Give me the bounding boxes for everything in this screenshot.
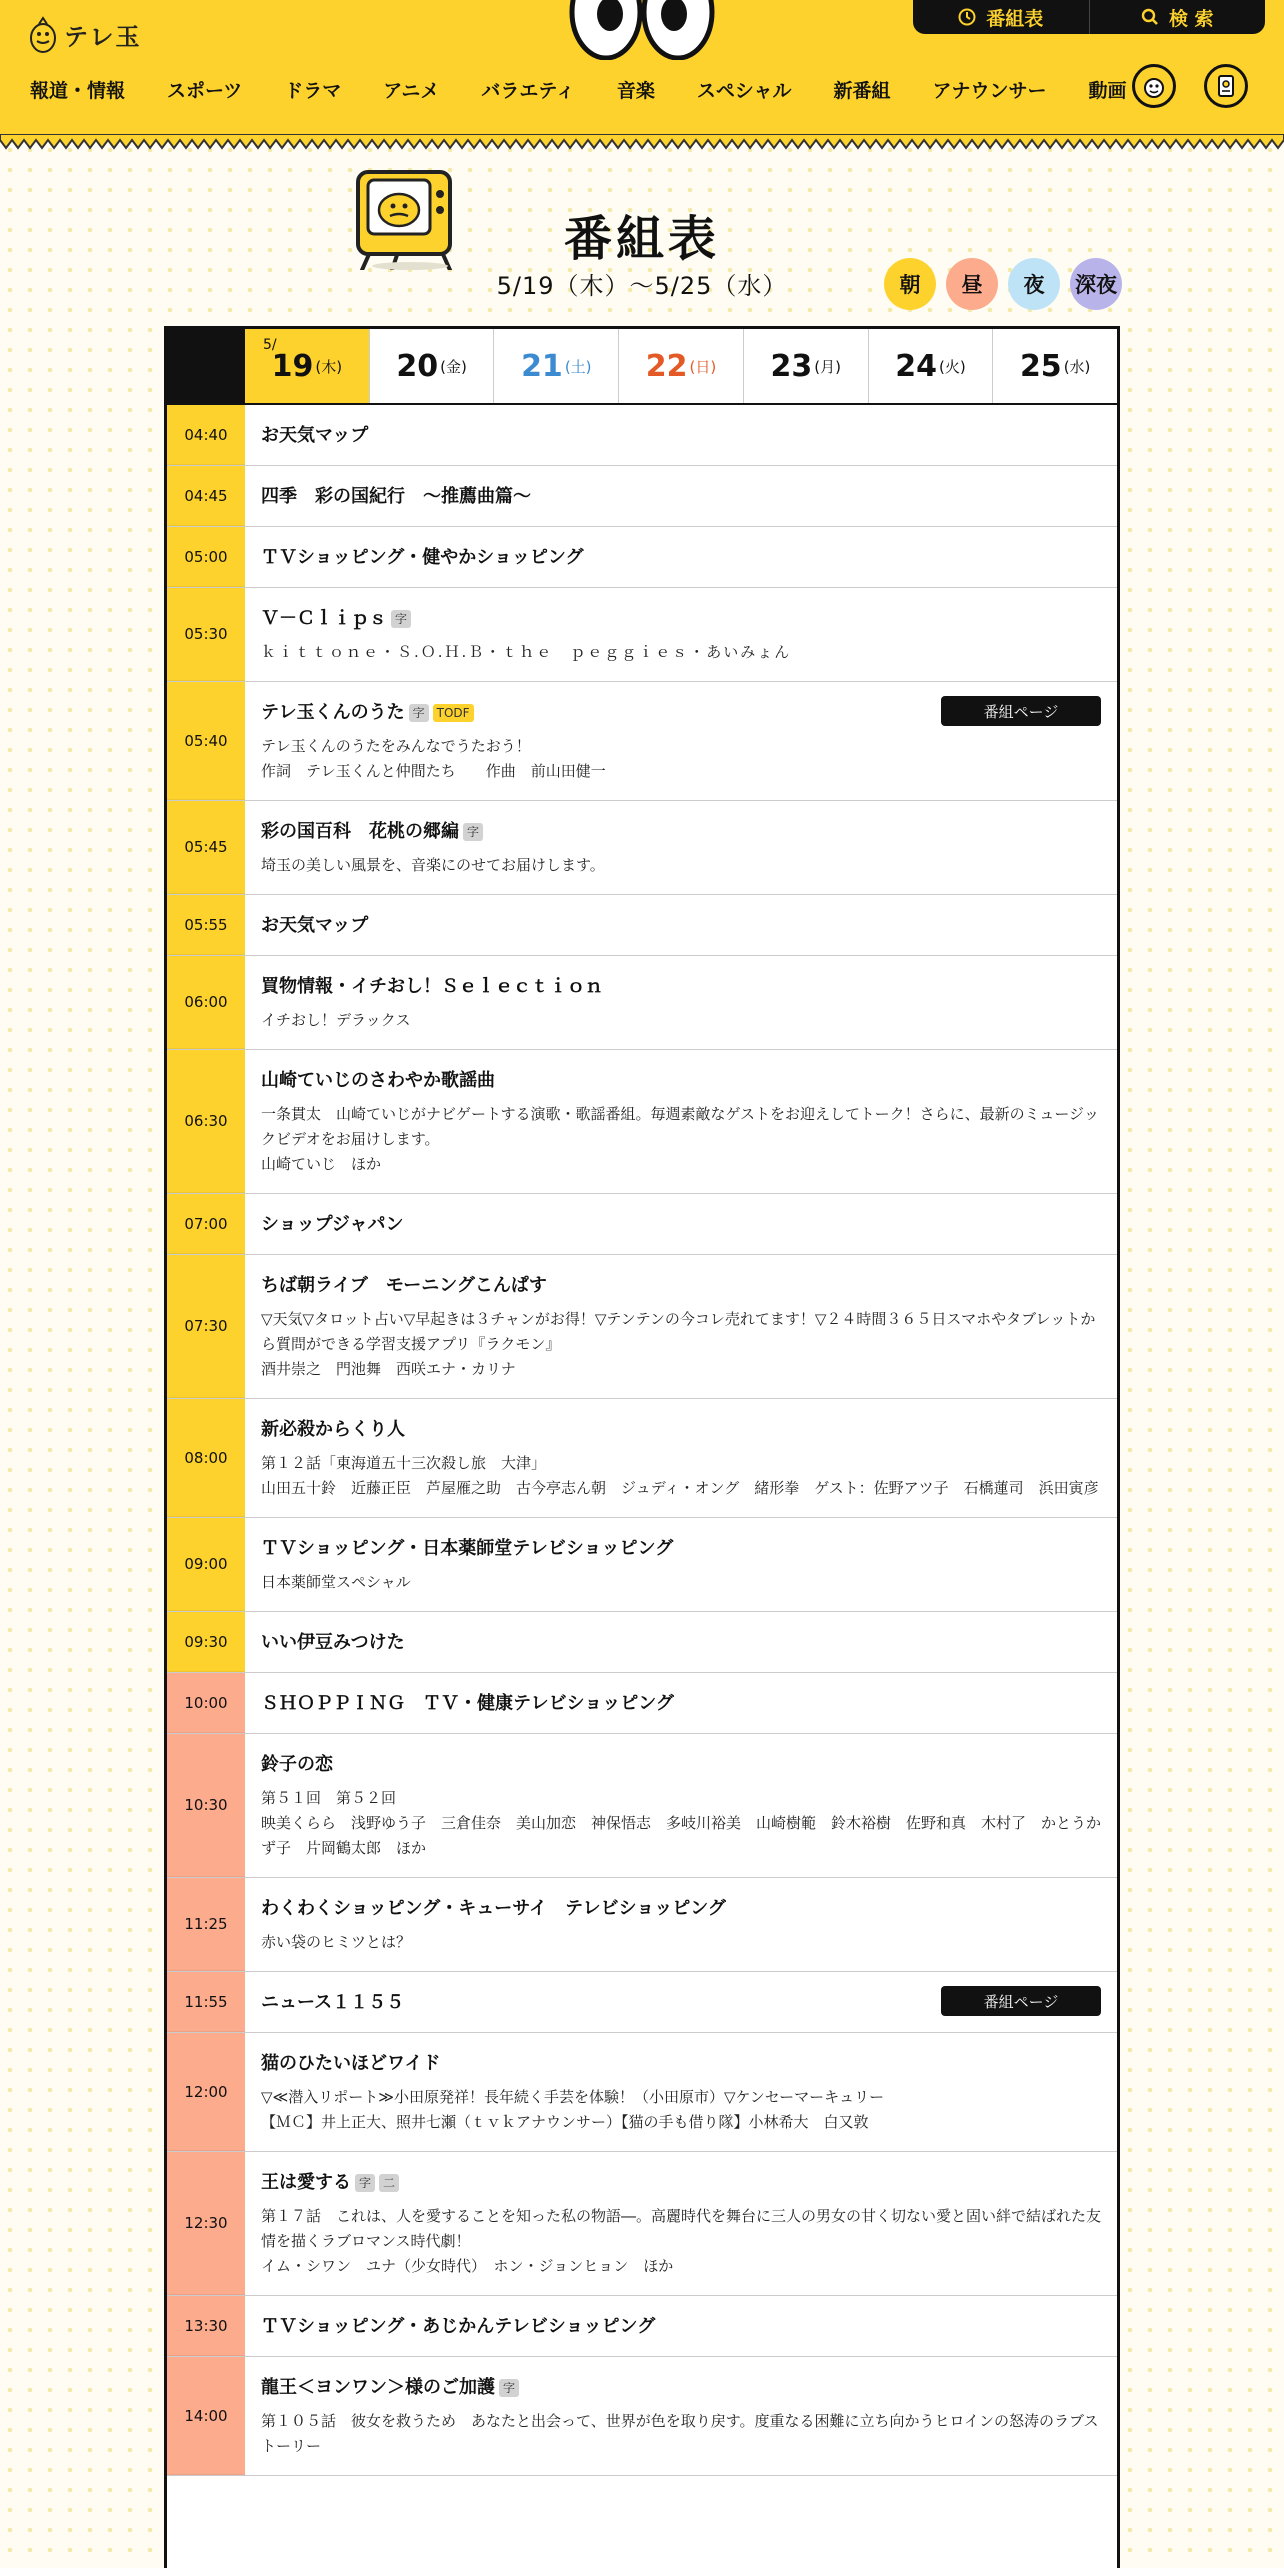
day-tab-date: 20 [396, 348, 439, 384]
time-of-day-filters [884, 258, 1122, 310]
program-row[interactable] [167, 2152, 1117, 2296]
program-start-time: 11:55 [167, 1972, 245, 2032]
nav-item-video[interactable]: 動画 [1088, 80, 1127, 102]
program-title[interactable]: 鈴子の恋 [261, 1754, 333, 1775]
program-start-time: 06:30 [167, 1050, 245, 1193]
nav-item-new-programs[interactable]: 新番組 [833, 80, 891, 102]
program-title-line [261, 1752, 1101, 1778]
header-zigzag-edge [0, 134, 1284, 150]
program-title-line [261, 2375, 1101, 2401]
program-start-time: 05:55 [167, 895, 245, 955]
program-title[interactable]: 王は愛する [261, 2172, 351, 2193]
search-icon [1141, 8, 1159, 26]
program-cell [245, 1972, 1117, 2032]
program-badge: TODF [433, 704, 474, 722]
program-start-time: 09:30 [167, 1612, 245, 1672]
program-cell [245, 1255, 1117, 1398]
program-title[interactable]: ニュース１１５５ [261, 1992, 405, 2013]
program-title-line [261, 974, 1101, 1000]
program-start-time: 05:40 [167, 682, 245, 800]
program-cell [245, 801, 1117, 894]
day-tab-date: 21 [521, 348, 563, 384]
day-tab[interactable] [493, 329, 618, 403]
program-cell [245, 956, 1117, 1049]
program-start-time: 10:30 [167, 1734, 245, 1877]
day-tab[interactable] [618, 329, 743, 403]
program-badge: 字 [499, 2379, 519, 2397]
program-title-line [261, 2314, 1101, 2340]
nav-icon-links [1132, 64, 1248, 108]
members-link[interactable] [1204, 64, 1248, 108]
filter-daytime-button[interactable]: 昼 [946, 258, 998, 310]
program-description: テレ玉くんのうたをみんなでうたおう！ 作詞 テレ玉くんと仲間たち 作曲 前山田健一 [261, 737, 606, 780]
program-description: 赤い袋のヒミツとは？ [261, 1933, 412, 1951]
program-row[interactable] [167, 1673, 1117, 1734]
program-row[interactable] [167, 527, 1117, 588]
nav-item-music[interactable]: 音楽 [616, 80, 655, 102]
program-title[interactable]: お天気マップ [261, 915, 369, 936]
nav-item-news[interactable]: 報道・情報 [30, 80, 126, 102]
program-title[interactable]: Ｖ－Ｃｌｉｐｓ [261, 608, 387, 629]
program-title-line [261, 819, 1101, 845]
day-tab[interactable] [743, 329, 868, 403]
nav-item-announcer[interactable]: アナウンサー [932, 80, 1047, 102]
program-cell [245, 1194, 1117, 1254]
program-cell [245, 1612, 1117, 1672]
day-tab-weekday: (水) [1063, 357, 1091, 376]
program-title-line [261, 1212, 1101, 1238]
filter-late-night-button[interactable]: 深夜 [1070, 258, 1122, 310]
program-title[interactable]: いい伊豆みつけた [261, 1632, 405, 1653]
program-start-time: 07:30 [167, 1255, 245, 1398]
site-header [0, 0, 1284, 140]
program-list [167, 405, 1117, 2476]
program-description: 一条貫太 山崎ていじがナビゲートする演歌・歌謡番組。毎週素敵なゲストをお迎えしてトーク！さらに、最新のミュージックビデオをお届けします。 山崎ていじ ほか [261, 1105, 1100, 1173]
program-title-line [261, 2170, 1101, 2196]
day-tab[interactable] [868, 329, 993, 403]
program-row[interactable] [167, 956, 1117, 1050]
filter-morning-button[interactable]: 朝 [884, 258, 936, 310]
day-tab-weekday: (土) [564, 357, 592, 376]
program-title-line [261, 1630, 1101, 1656]
program-title[interactable]: ＴＶショッピング・健やかショッピング [261, 547, 584, 568]
program-cell [245, 2033, 1117, 2151]
clock-icon [958, 8, 976, 26]
program-description: 埼玉の美しい風景を、音楽にのせてお届けします。 [261, 856, 605, 874]
program-cell [245, 1673, 1117, 1733]
program-row[interactable] [167, 1518, 1117, 1612]
program-guide-button[interactable] [913, 0, 1089, 34]
program-schedule [164, 326, 1120, 2568]
program-description: 第１７話 これは、人を愛することを知った私の物語―。高麗時代を舞台に三人の男女の甘く切ない愛と固い絆で結ばれた友情を描くラブロマンス時代劇！ イム・シワン ユナ（少女時代） ホン・ジョンヒョン ほか [261, 2207, 1102, 2275]
program-title-line [261, 1068, 1101, 1094]
program-row[interactable] [167, 682, 1117, 801]
program-title-line [261, 423, 1101, 449]
program-description: ▽天気▽タロット占い▽早起きは３チャンがお得！▽テンテンの今コレ売れてます！▽２４時間３６５日スマホやタブレットから質問ができる学習支援アプリ『ラクモン』 酒井崇之 門池舞 西咲エナ・カリナ [261, 1310, 1096, 1378]
program-cell [245, 405, 1117, 465]
program-start-time: 08:00 [167, 1399, 245, 1517]
program-start-time: 13:30 [167, 2296, 245, 2356]
program-description: ▽≪潜入リポート≫小田原発祥！長年続く手芸を体験！（小田原市）▽ケンセーマーキュリー 【ＭＣ】井上正大、照井七瀬（ｔｖｋアナウンサー）【猫の手も借り隊】小林希大 白又敦 [261, 2088, 885, 2131]
program-start-time: 07:00 [167, 1194, 245, 1254]
program-cell [245, 588, 1117, 681]
day-tab-date: 23 [770, 348, 813, 384]
program-cell [245, 895, 1117, 955]
day-tab-date: 25 [1019, 348, 1062, 384]
day-tab-month: 5/ [263, 337, 277, 353]
filter-evening-button[interactable]: 夜 [1008, 258, 1060, 310]
program-title[interactable]: 新必殺からくり人 [261, 1419, 405, 1440]
program-title[interactable]: ちば朝ライブ モーニングこんぱす [261, 1275, 547, 1296]
program-page-button[interactable]: 番組ページ [941, 1986, 1101, 2016]
program-cell [245, 1399, 1117, 1517]
program-description: ｋｉｔｔｏｎｅ・Ｓ.Ｏ.Ｈ.Ｂ・ｔｈｅ ｐｅｇｇｉｅｓ・あいみょん [261, 643, 792, 661]
program-start-time: 06:00 [167, 956, 245, 1049]
program-cell [245, 466, 1117, 526]
program-title-line [261, 2051, 1101, 2077]
program-cell [245, 1878, 1117, 1971]
nav-item-special[interactable]: スペシャル [696, 80, 792, 102]
program-title[interactable]: わくわくショッピング・キューサイ テレビショッピング [261, 1898, 726, 1919]
program-badge: 字 [391, 610, 411, 628]
program-title[interactable]: お天気マップ [261, 425, 369, 446]
program-title-line [261, 545, 1101, 571]
mascot-eyes-icon [566, 0, 718, 60]
program-title-line [261, 1417, 1101, 1443]
program-row[interactable] [167, 1734, 1117, 1878]
members-card-icon [1212, 72, 1240, 100]
program-start-time: 04:40 [167, 405, 245, 465]
program-start-time: 12:30 [167, 2152, 245, 2295]
nav-item-variety[interactable]: バラエティ [481, 80, 575, 102]
day-tab-date: 22 [645, 348, 688, 384]
program-cell [245, 2152, 1117, 2295]
program-row[interactable] [167, 2296, 1117, 2357]
program-start-time: 12:00 [167, 2033, 245, 2151]
program-title[interactable]: テレ玉くんのうた [261, 702, 405, 723]
page-title: 番組表 [563, 211, 720, 267]
program-title-line [261, 1896, 1101, 1922]
program-row[interactable] [167, 1050, 1117, 1194]
program-title[interactable]: 買物情報・イチおし！Ｓｅｌｅｃｔｉｏｎ [261, 976, 603, 997]
program-badge: 二 [379, 2174, 399, 2192]
program-row[interactable] [167, 2357, 1117, 2476]
program-title-line [261, 606, 1101, 632]
nav-item-anime[interactable]: アニメ [383, 80, 440, 102]
program-cell [245, 682, 1117, 800]
program-title[interactable]: ショップジャパン [261, 1214, 404, 1235]
day-tab-weekday: (月) [814, 357, 841, 376]
program-row[interactable] [167, 2033, 1117, 2152]
program-row[interactable] [167, 1194, 1117, 1255]
program-title-line [261, 913, 1101, 939]
program-start-time: 10:00 [167, 1673, 245, 1733]
program-description: イチおし！デラックス [261, 1011, 411, 1029]
logo-text: テレ玉 [64, 22, 142, 51]
program-title[interactable]: ＳＨＯＰＰＩＮＧ ＴＶ・健康テレビショッピング [261, 1693, 674, 1714]
program-row[interactable] [167, 588, 1117, 682]
program-description: 第１０５話 彼女を救うため あなたと出会って、世界が色を取り戻す。度重なる困難に立ち向かうヒロインの怒涛のラブストーリー [261, 2412, 1099, 2455]
program-row[interactable] [167, 466, 1117, 527]
day-tab[interactable] [992, 329, 1117, 403]
program-start-time: 11:25 [167, 1878, 245, 1971]
nav-item-sports[interactable]: スポーツ [167, 80, 243, 102]
program-row[interactable] [167, 1399, 1117, 1518]
program-title[interactable]: 山崎ていじのさわやか歌謡曲 [261, 1070, 495, 1091]
day-tab-weekday: (金) [440, 357, 467, 376]
program-start-time: 05:30 [167, 588, 245, 681]
program-title[interactable]: 彩の国百科 花桃の郷編 [261, 821, 459, 842]
main-nav [30, 76, 1127, 103]
day-tabs-corner [167, 329, 245, 403]
program-description: 日本薬師堂スペシャル [261, 1573, 411, 1591]
day-tab-weekday: (日) [689, 357, 717, 376]
program-title[interactable]: ＴＶショッピング・あじかんテレビショッピング [261, 2316, 656, 2337]
program-title-line [261, 1536, 1101, 1562]
tetamakun-icon [1140, 72, 1168, 100]
day-tab[interactable] [245, 329, 369, 403]
search-label: 検 索 [1168, 7, 1214, 30]
program-cell [245, 2357, 1117, 2475]
day-tab-weekday: (火) [938, 357, 966, 376]
program-row[interactable] [167, 1255, 1117, 1399]
program-row[interactable] [167, 1972, 1117, 2033]
program-title[interactable]: 猫のひたいほどワイド [261, 2053, 441, 2074]
program-cell [245, 1518, 1117, 1611]
program-title-line [261, 1691, 1101, 1717]
program-badge: 字 [355, 2174, 375, 2192]
program-title[interactable]: 四季 彩の国紀行 ～推薦曲篇～ [261, 486, 531, 507]
program-title-line [261, 1273, 1101, 1299]
day-tab-date: 19 [271, 348, 314, 384]
program-row[interactable] [167, 1878, 1117, 1972]
tetamakun-logo-icon [28, 14, 58, 54]
program-start-time: 05:00 [167, 527, 245, 587]
day-tab-weekday: (木) [315, 357, 343, 376]
day-tabs [167, 329, 1117, 405]
program-start-time: 04:45 [167, 466, 245, 526]
program-badge: 字 [409, 704, 429, 722]
site-logo[interactable] [28, 14, 142, 54]
program-row[interactable] [167, 801, 1117, 895]
program-description: 第５１回 第５２回 映美くらら 浅野ゆう子 三倉佳奈 美山加恋 神保悟志 多岐川裕美 山崎樹範 鈴木裕樹 佐野和真 木村了 かとうかず子 片岡鶴太郎 ほか [261, 1789, 1102, 1857]
program-guide-label: 番組表 [986, 7, 1044, 30]
program-row[interactable] [167, 895, 1117, 956]
program-title[interactable]: ＴＶショッピング・日本薬師堂テレビショッピング [261, 1538, 674, 1559]
day-tab[interactable] [369, 329, 494, 403]
program-cell [245, 2296, 1117, 2356]
program-start-time: 05:45 [167, 801, 245, 894]
program-title[interactable]: 龍王＜ヨンワン＞様のご加護 [261, 2377, 495, 2398]
day-tab-date: 24 [895, 348, 937, 384]
program-row[interactable] [167, 405, 1117, 466]
program-cell [245, 527, 1117, 587]
tetamakun-link[interactable] [1132, 64, 1176, 108]
program-description: 第１２話「東海道五十三次殺し旅 大津」 山田五十鈴 近藤正臣 芦屋雁之助 古今亭志ん朝 ジュディ・オング 緒形拳 ゲスト：佐野アツ子 石橋蓮司 浜田寅彦 [261, 1454, 1099, 1497]
search-button[interactable] [1089, 0, 1266, 34]
program-cell [245, 1734, 1117, 1877]
program-start-time: 14:00 [167, 2357, 245, 2475]
program-title-line [261, 484, 1101, 510]
nav-item-drama[interactable]: ドラマ [284, 80, 342, 102]
program-cell [245, 1050, 1117, 1193]
program-page-button[interactable]: 番組ページ [941, 696, 1101, 726]
program-row[interactable] [167, 1612, 1117, 1673]
program-badge: 字 [463, 823, 483, 841]
program-start-time: 09:00 [167, 1518, 245, 1611]
top-button-bar [913, 0, 1265, 34]
date-range: 5/19（木）〜5/25（水） [496, 272, 788, 300]
